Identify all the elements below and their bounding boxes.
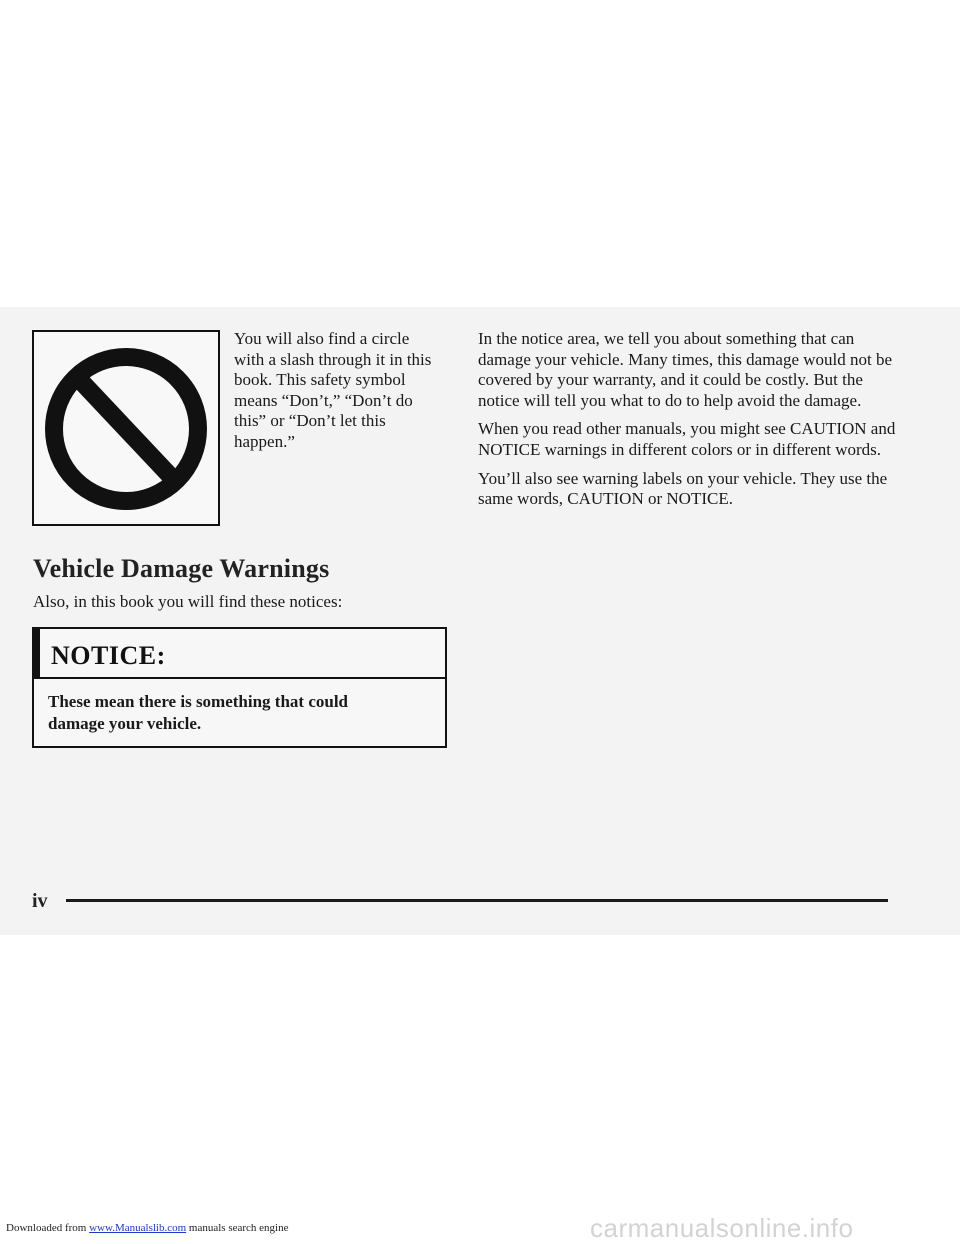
section-intro bbox=[33, 592, 453, 621]
right-column bbox=[478, 329, 898, 518]
download-footer bbox=[6, 1222, 288, 1234]
paragraph-warning-labels: You’ll also see warning labels on your vehicle. They use the same words, CAUTION or NOTICE. bbox=[478, 468, 888, 509]
manualslib-link[interactable]: www.Manualslib.com bbox=[89, 1222, 187, 1234]
footer-prefix: Downloaded from bbox=[6, 1222, 90, 1234]
safety-symbol-box bbox=[32, 330, 220, 526]
symbol-description-text: You will also find a circle with a slash through it in this book. This safety symbol means “Don’t,” “Don’t do this” or “Don’t let this happen.” bbox=[234, 329, 432, 451]
notice-title-bar bbox=[34, 629, 445, 679]
symbol-description bbox=[234, 329, 439, 461]
notice-box bbox=[32, 627, 447, 748]
footer-rule bbox=[66, 899, 888, 902]
section-intro-text: Also, in this book you will find these notices: bbox=[33, 592, 343, 611]
page-number: iv bbox=[32, 890, 48, 912]
notice-body: These mean there is something that could damage your vehicle. bbox=[48, 692, 349, 733]
section-heading: Vehicle Damage Warnings bbox=[33, 554, 330, 583]
no-symbol-icon bbox=[34, 332, 218, 524]
paragraph-notice-area: In the notice area, we tell you about something that can damage your vehicle. Many times, this damage would not be covered by your warranty, and it could be costly. But the notice will tell you what to do to help avoid the damage. bbox=[478, 329, 893, 410]
notice-title: NOTICE: bbox=[51, 641, 166, 670]
watermark: carmanualsonline.info bbox=[590, 1213, 854, 1243]
notice-title-accent bbox=[34, 629, 40, 677]
footer-suffix: manuals search engine bbox=[186, 1222, 289, 1234]
paragraph-other-manuals: When you read other manuals, you might see CAUTION and NOTICE warnings in different colors or in different words. bbox=[478, 419, 896, 459]
